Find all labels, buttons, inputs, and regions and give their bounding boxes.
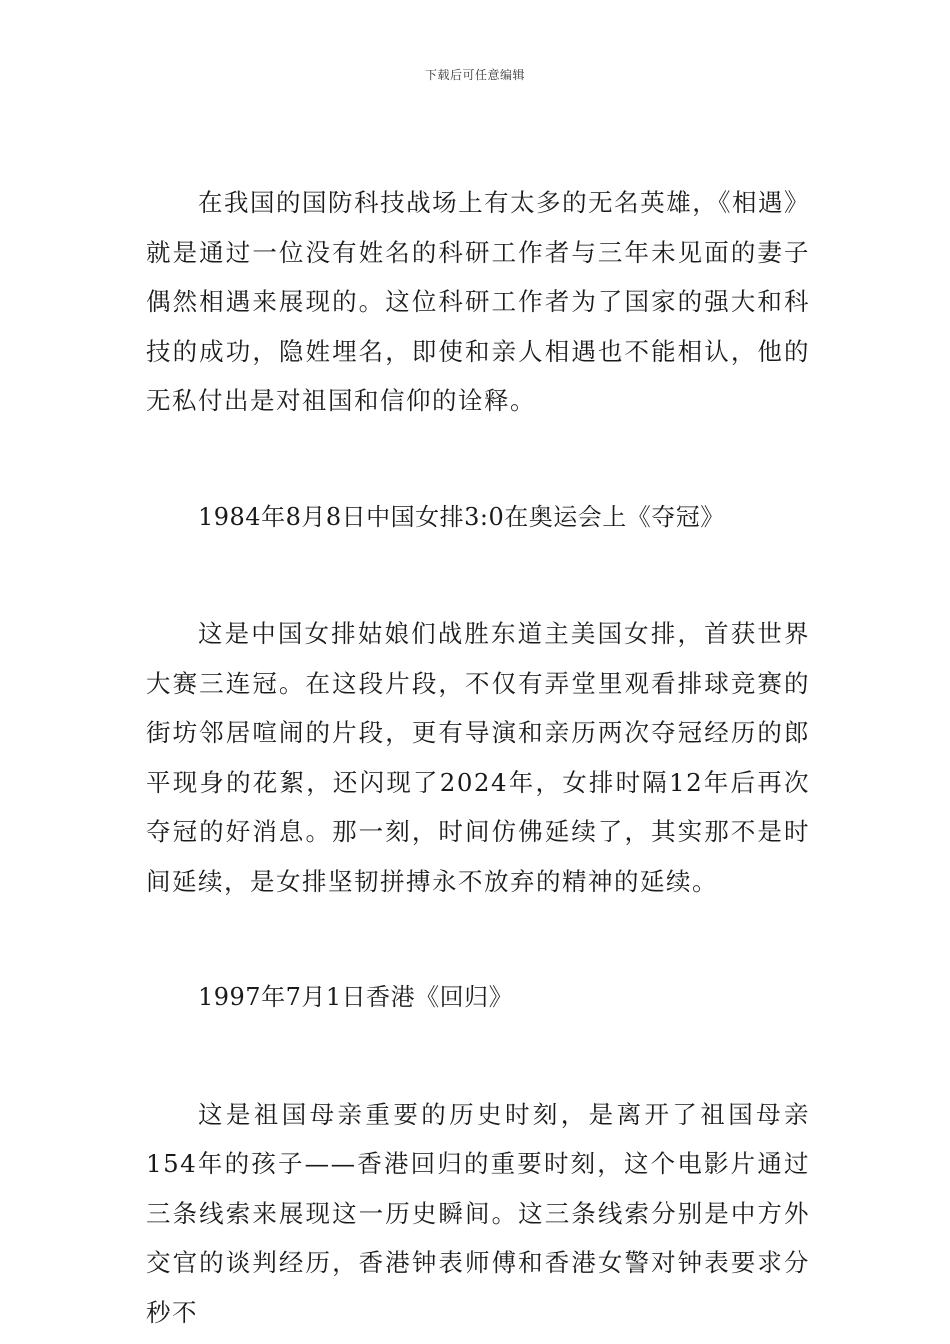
document-body — [146, 178, 810, 1337]
paragraph-encounter: 在我国的国防科技战场上有太多的无名英雄，《相遇》就是通过一位没有姓名的科研工作者与三年未见面的妻子偶然相遇来展现的。这位科研工作者为了国家的强大和科技的成功，隐姓埋名，即使和亲人相遇也不能相认，他的无私付出是对祖国和信仰的诠释。 — [146, 188, 810, 415]
header-note: 下载后可任意编辑 — [424, 68, 525, 82]
heading-return: 1997年7月1日香港《回归》 — [198, 983, 514, 1011]
paragraph-gap — [146, 542, 810, 609]
paragraph-gap — [146, 906, 810, 973]
paragraph-hongkong: 这是祖国母亲重要的历史时刻，是离开了祖国母亲154年的孩子——香港回归的重要时刻，这个电影片通过三条线索来展现这一历史瞬间。这三条线索分别是中方外交官的谈判经历，香港钟表师傅和香港女警对钟表要求分秒不 — [146, 1099, 810, 1327]
heading-championship: 1984年8月8日中国女排3:0在奥运会上《夺冠》 — [198, 502, 725, 531]
paragraph-volleyball: 这是中国女排姑娘们战胜东道主美国女排，首获世界大赛三连冠。在这段片段，不仅有弄堂里观看排球竞赛的街坊邻居喧闹的片段，更有导演和亲历两次夺冠经历的郎平现身的花絮，还闪现了2024年，女排时隔12年后再次夺冠的好消息。那一刻，时间仿佛延续了，其实那不是时间延续，是女排坚韧拼搏永不放弃的精神的延续。 — [146, 619, 810, 896]
paragraph-gap — [146, 426, 810, 493]
paragraph-gap — [146, 1023, 810, 1090]
